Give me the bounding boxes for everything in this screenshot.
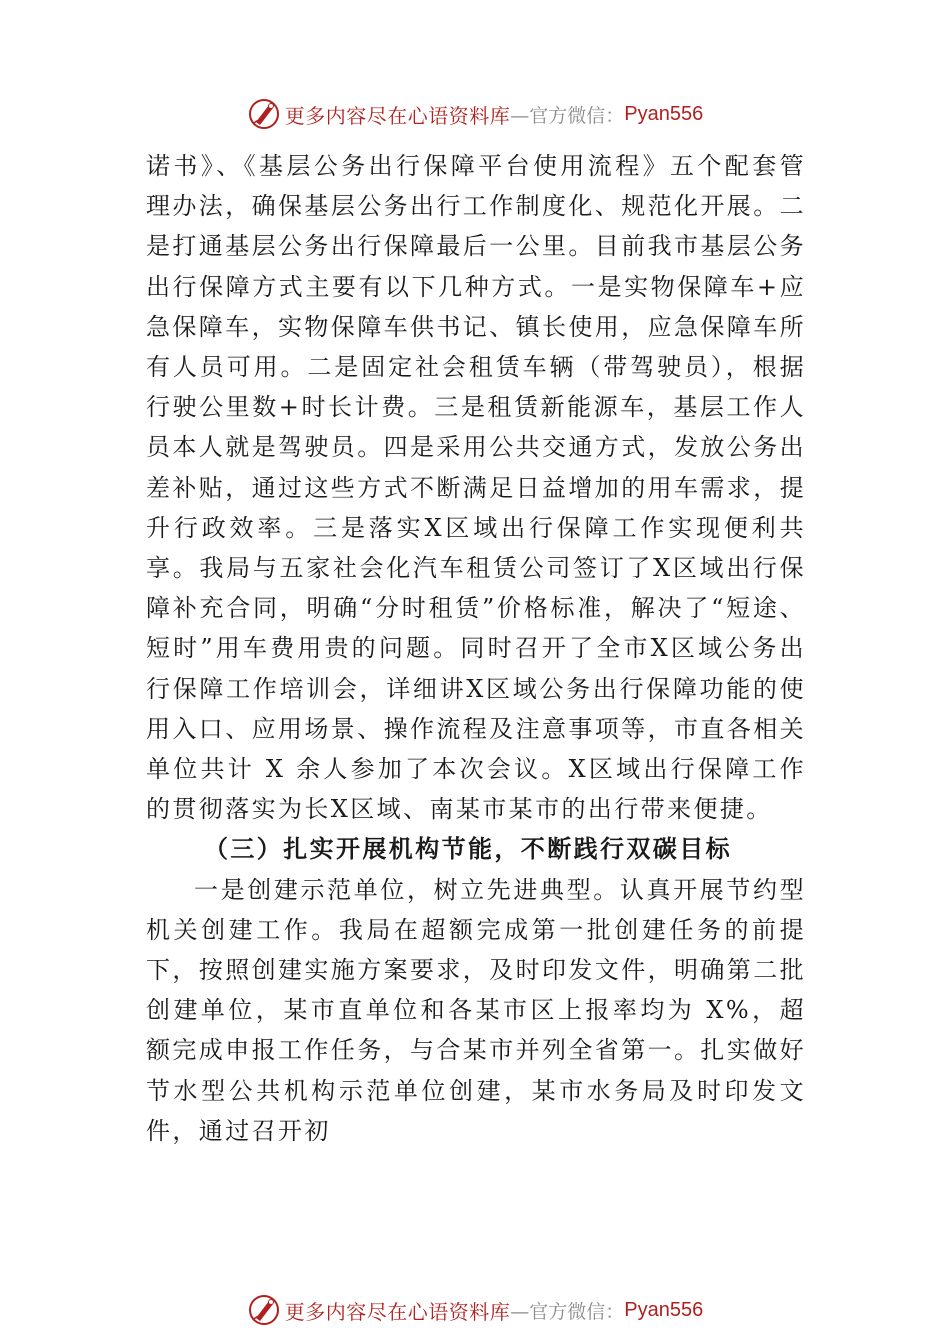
pen-logo-icon bbox=[247, 97, 281, 131]
banner-brand-text: 更多内容尽在心语资料库 bbox=[284, 1299, 511, 1324]
banner-wechat-label: —官方微信： bbox=[510, 1300, 625, 1323]
footer-banner bbox=[0, 1290, 950, 1330]
banner-wechat-id: Pyan556 bbox=[624, 1298, 704, 1321]
header-banner bbox=[0, 94, 950, 134]
section-heading: （三）扎实开展机构节能，不断践行双碳目标 bbox=[204, 834, 732, 864]
banner-wechat-label: —官方微信： bbox=[510, 104, 625, 127]
paragraph: 一是创建示范单位，树立先进典型。认真开展节约型机关创建工作。我局在超额完成第一批创建任务的前提下，按照创建实施方案要求，及时印发文件，明确第二批创建单位，某市直单位和各某市区上报率均为 X%，超额完成申报工作任务，与合某市并列全省第一。扎实做好节水型公共机构示范单位创建，某市水务局及时印发文件，通过召开初 bbox=[146, 875, 806, 1145]
paragraph-continued: 诺书》、《基层公务出行保障平台使用流程》五个配套管理办法，确保基层公务出行工作制度化、规范化开展。二是打通基层公务出行保障最后一公里。目前我市基层公务出行保障方式主要有以下几种方式。一是实物保障车+应急保障车，实物保障车供书记、镇长使用，应急保障车所有人员可用。二是固定社会租赁车辆（带驾驶员），根据行驶公里数+时长计费。三是租赁新能源车，基层工作人员本人就是驾驶员。四是采用公共交通方式，发放公务出差补贴，通过这些方式不断满足日益增加的用车需求，提升行政效率。三是落实X区域出行保障工作实现便利共享。我局与五家社会化汽车租赁公司签订了X区域出行保障补充合同，明确“分时租赁”价格标准，解决了“短途、短时”用车费用贵的问题。同时召开了全市X区域公务出行保障工作培训会，详细讲X区域公务出行保障功能的使用入口、应用场景、操作流程及注意事项等，市直各相关单位共计 X 余人参加了本次会议。X区域出行保障工作的贯彻落实为长X区域、南某市某市的出行带来便捷。 bbox=[146, 152, 806, 824]
pen-logo-icon bbox=[247, 1293, 281, 1327]
banner-wechat-id: Pyan556 bbox=[624, 102, 704, 125]
banner-brand-text: 更多内容尽在心语资料库 bbox=[284, 103, 511, 128]
document-body bbox=[146, 146, 806, 1151]
